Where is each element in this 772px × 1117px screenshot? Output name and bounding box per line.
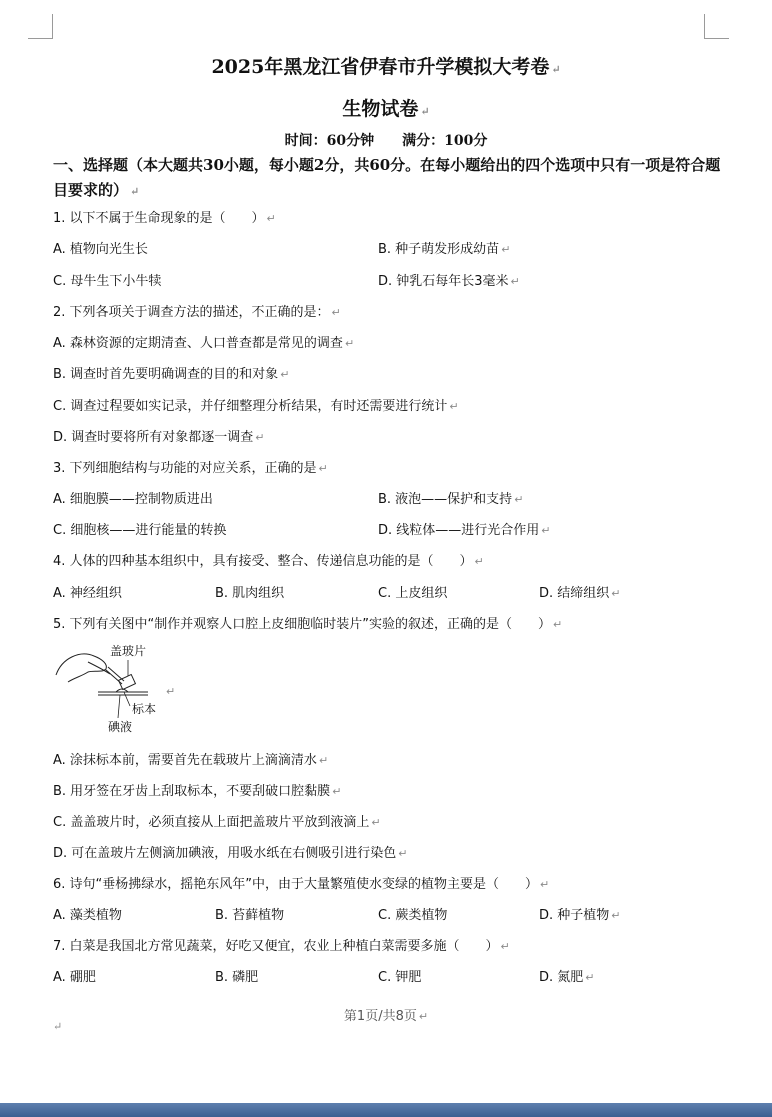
option: D. 钟乳石每年长3毫米 ↵ xyxy=(378,274,520,289)
option: B. 苔藓植物 xyxy=(215,908,285,923)
window-bottom-bar xyxy=(0,1103,772,1117)
section-heading: 一、选择题（本大题共30小题，每小题2分，共60分。在每小题给出的四个选项中只有一项是符合题目要求的） ↵ xyxy=(53,156,721,199)
option: D. 结缔组织 ↵ xyxy=(539,586,621,601)
paragraph-mark: ↵ xyxy=(166,685,176,698)
option: D. 种子植物 ↵ xyxy=(539,908,621,923)
option: A. 神经组织 xyxy=(53,586,122,601)
exam-score: 满分：100分 xyxy=(402,133,488,149)
question-stem: 7. 白菜是我国北方常见蔬菜，好吃又便宜，农业上种植白菜需要多施（ ） ↵ xyxy=(53,939,510,954)
slide-preparation-figure xyxy=(52,640,172,735)
option: A. 藻类植物 xyxy=(53,908,122,923)
question-stem: 6. 诗句“垂杨拂绿水，摇艳东风年”中，由于大量繁殖使水变绿的植物主要是（ ） ↵ xyxy=(53,877,550,892)
option: D. 可在盖玻片左侧滴加碘液，用吸水纸在右侧吸引进行染色 ↵ xyxy=(53,846,408,861)
exam-time: 时间：60分钟 xyxy=(284,133,375,149)
option: B. 调查时首先要明确调查的目的和对象 ↵ xyxy=(53,367,290,382)
cover-slip-label: 盖玻片 xyxy=(110,644,147,658)
crop-mark-top-left xyxy=(28,14,53,39)
crop-mark-top-right xyxy=(704,14,729,39)
exam-subtitle: 生物试卷 ↵ xyxy=(342,98,430,120)
exam-meta xyxy=(0,130,772,150)
question-stem: 2. 下列各项关于调查方法的描述，不正确的是： ↵ xyxy=(53,305,341,320)
option: C. 母牛生下小牛犊 xyxy=(53,274,162,289)
option: A. 森林资源的定期清查、人口普查都是常见的调查 ↵ xyxy=(53,336,355,351)
question-stem: 5. 下列有关图中“制作并观察人口腔上皮细胞临时装片”实验的叙述，正确的是（ ） ↵ xyxy=(53,617,563,632)
option: B. 用牙签在牙齿上刮取标本，不要刮破口腔黏膜 ↵ xyxy=(53,784,342,799)
specimen-label: 标本 xyxy=(132,702,157,716)
option: C. 调查过程要如实记录，并仔细整理分析结果，有时还需要进行统计 ↵ xyxy=(53,399,459,414)
question-stem: 4. 人体的四种基本组织中，具有接受、整合、传递信息功能的是（ ） ↵ xyxy=(53,554,484,569)
iodine-label: 碘液 xyxy=(108,720,133,734)
end-paragraph-mark: ↵ xyxy=(53,1020,63,1033)
option: C. 蕨类植物 xyxy=(378,908,448,923)
option: B. 肌肉组织 xyxy=(215,586,285,601)
option: C. 盖盖玻片时，必须直接从上面把盖玻片平放到液滴上 ↵ xyxy=(53,815,381,830)
question-stem: 3. 下列细胞结构与功能的对应关系，正确的是 ↵ xyxy=(53,461,328,476)
option: A. 硼肥 xyxy=(53,970,96,985)
option: C. 钾肥 xyxy=(378,970,422,985)
option: A. 植物向光生长 xyxy=(53,242,148,257)
option: D. 调查时要将所有对象都逐一调查 ↵ xyxy=(53,430,265,445)
option: A. 细胞膜——控制物质进出 xyxy=(53,492,213,507)
option: D. 线粒体——进行光合作用 ↵ xyxy=(378,523,551,538)
option: B. 种子萌发形成幼苗 ↵ xyxy=(378,242,511,257)
page-footer: 第1页/共8页 ↵ xyxy=(343,1009,429,1024)
option: C. 上皮组织 xyxy=(378,586,448,601)
option: A. 涂抹标本前，需要首先在载玻片上滴滴清水 ↵ xyxy=(53,753,329,768)
option: D. 氮肥 ↵ xyxy=(539,970,595,985)
paragraph-mark: ↵ xyxy=(551,63,561,76)
question-stem: 1. 以下不属于生命现象的是（ ） ↵ xyxy=(53,211,276,226)
option: C. 细胞核——进行能量的转换 xyxy=(53,523,227,538)
option: B. 液泡——保护和支持 ↵ xyxy=(378,492,524,507)
option: B. 磷肥 xyxy=(215,970,259,985)
exam-title: 2025年黑龙江省伊春市升学模拟大考卷 ↵ xyxy=(211,56,561,78)
